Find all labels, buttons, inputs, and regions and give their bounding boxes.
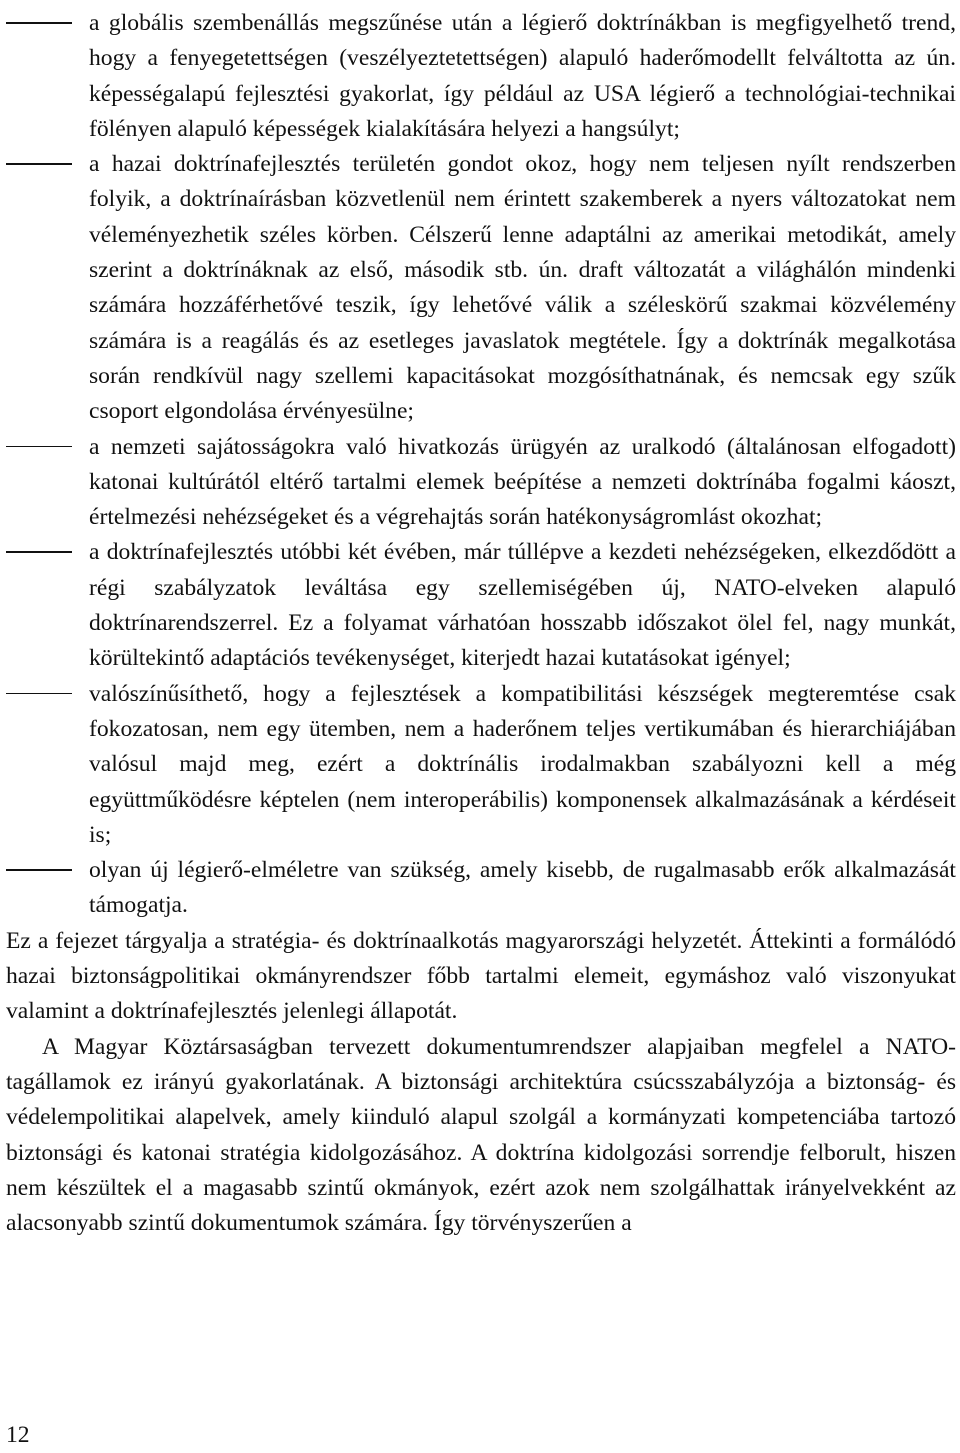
dash-bullet-icon [6, 446, 72, 448]
dash-bullet-icon [6, 163, 72, 165]
chapter-intro-paragraph: Ez a fejezet tárgyalja a stratégia- és doktrínaalkotás magyarországi helyzetét. Áttekinti a formálódó hazai biztonságpolitikai okmányrendszer főbb tartalmi elemeit, egymáshoz való viszonyukat valamint a doktrínafejlesztés jelenlegi állapotát. [6, 927, 956, 1025]
document-page [6, 6, 956, 1241]
body-paragraph: A Magyar Köztársaságban tervezett dokumentumrendszer alapjaiban megfelel a NATO-tagállamok ez irányú gyakorlatának. A biztonsági architektúra csúcsszabályzója a biztonság- és védelempolitikai alapelvek, amely kiinduló alapul szolgál a kormányzati kompetenciába tartozó biztonsági és katonai stratégia kidolgozásához. A doktrína kidolgozási sorrendje felborult, hiszen nem készültek el a magasabb szintű okmányok, ezért azok nem szolgálhattak irányelvekként az alacsonyabb szintű dokumentumok számára. Így törvényszerűen a [6, 1033, 956, 1237]
list-item [6, 6, 956, 147]
list-item-text: valószínűsíthető, hogy a fejlesztések a kompatibilitási készségek megteremtése csak fokozatosan, nem egy ütemben, nem a haderőnem teljes vertikumában és hierarchiájában valósul majd meg, ezért a doktrínális irodalmakban szabályozni kell a még együttműködésre képtelen (nem interoperábilis) komponensek alkalmazásának a kérdéseit is; [89, 680, 956, 848]
list-item [6, 430, 956, 536]
list-item-text: a hazai doktrínafejlesztés területén gondot okoz, hogy nem teljesen nyílt rendszerben folyik, a doktrínaírásban közvetlenül nem érintett szakemberek a nyers változatokat nem véleményezhetik széles körben. Célszerű lenne adaptálni az amerikai metodikát, amely szerint a doktrínáknak az első, második stb. ún. draft változatát a világhálón mindenki számára hozzáférhetővé teszik, így lehetővé válik a széleskörű szakmai közvélemény számára is a reagálás és az esetleges javaslatok megtétele. Így a doktrínák megalkotása során rendkívül nagy szellemi kapacitásokat mozgósíthatnának, és nemcsak egy szűk csoport elgondolása érvényesülne; [89, 151, 956, 425]
dash-bullet-icon [6, 22, 72, 24]
list-item-text: a globális szembenállás megszűnése után a légierő doktrínákban is megfigyelhető trend, hogy a fenyegetettségen (veszélyeztetettségen) alapuló haderőmodellt felváltotta az ún. képességalapú fejlesztési gyakorlat, így például az USA légierő a technológiai-technikai fölényen alapuló képességek kialakítására helyezi a hangsúlyt; [89, 10, 956, 142]
list-item [6, 147, 956, 429]
list-item-text: olyan új légierő-elméletre van szükség, amely kisebb, de rugalmasabb erők alkalmazását támogatja. [89, 857, 956, 919]
page-number: 12 [6, 1422, 30, 1448]
list-item [6, 853, 956, 924]
dash-bullet-icon [6, 869, 72, 871]
list-item [6, 677, 956, 853]
list-item-text: a nemzeti sajátosságokra való hivatkozás ürügyén az uralkodó (általánosan elfogadott) katonai kultúrától eltérő tartalmi elemek beépítése a nemzeti doktrínába fogalmi káoszt, értelmezési nehézségeket és a végrehajtás során hatékonyságromlást okozhat; [89, 433, 956, 531]
conclusion-list [6, 6, 956, 924]
list-item-text: a doktrínafejlesztés utóbbi két évében, már túllépve a kezdeti nehézségeken, elkezdődött a régi szabályzatok leváltása egy szellemiségében új, NATO-elveken alapuló doktrínarendszerrel. Ez a folyamat várhatóan hosszabb időszakot ölel fel, nagy munkát, körültekintő adaptációs tevékenységet, kiterjedt hazai kutatásokat igényel; [89, 539, 956, 672]
list-item [6, 535, 956, 676]
dash-bullet-icon [6, 551, 72, 553]
dash-bullet-icon [6, 693, 72, 695]
